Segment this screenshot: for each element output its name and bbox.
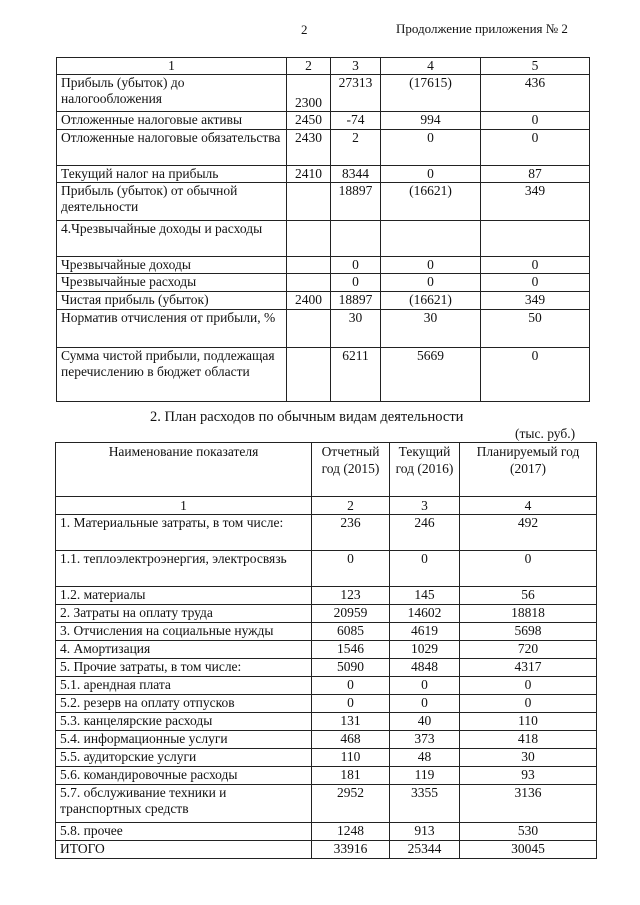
cell-value: 181 [312, 767, 390, 785]
row-name: Текущий налог на прибыль [57, 166, 287, 183]
cell-value: 6211 [331, 348, 381, 402]
row-code [287, 348, 331, 402]
cell-value: 4317 [460, 659, 597, 677]
cell-value: 246 [390, 515, 460, 551]
row-name: 5.4. информационные услуги [56, 731, 312, 749]
cell-value: 0 [331, 257, 381, 274]
row-code [287, 257, 331, 274]
cell-value: 48 [390, 749, 460, 767]
page-number: 2 [301, 22, 308, 37]
cell-value: 492 [460, 515, 597, 551]
row-name: 1. Материальные затраты, в том числе: [56, 515, 312, 551]
cell-value: 25344 [390, 841, 460, 859]
row-name: Прибыль (убыток) от обычной деятельности [57, 183, 287, 221]
cell-value: 349 [481, 183, 590, 221]
row-name: 5. Прочие затраты, в том числе: [56, 659, 312, 677]
cell-value: 0 [312, 695, 390, 713]
section-title: 2. План расходов по обычным видам деятельности [150, 409, 464, 425]
table-header-row [56, 443, 597, 497]
header-planned-year: Планируемый год (2017) [460, 443, 597, 497]
col-number: 1 [56, 497, 312, 515]
row-name: Чрезвычайные доходы [57, 257, 287, 274]
table-row [56, 515, 597, 551]
cell-value: 110 [460, 713, 597, 731]
col-number: 2 [287, 58, 331, 75]
table-row [56, 749, 597, 767]
cell-value: 110 [312, 749, 390, 767]
cell-value: -74 [331, 112, 381, 130]
table-row [56, 587, 597, 605]
cell-value: 18818 [460, 605, 597, 623]
col-number: 3 [390, 497, 460, 515]
row-name: 1.2. материалы [56, 587, 312, 605]
table-row [57, 166, 590, 183]
row-code: 2300 [287, 75, 331, 112]
table-row [57, 130, 590, 166]
expense-plan-table [55, 442, 597, 859]
cell-value: 4619 [390, 623, 460, 641]
row-name: 5.7. обслуживание техники и транспортных средств [56, 785, 312, 823]
row-name: 5.1. арендная плата [56, 677, 312, 695]
row-name: Прибыль (убыток) до налогообложения [57, 75, 287, 112]
table-row [56, 713, 597, 731]
table-row [57, 310, 590, 348]
table-row [57, 75, 590, 112]
cell-value: 5090 [312, 659, 390, 677]
cell-value: 1248 [312, 823, 390, 841]
col-number-row [56, 497, 597, 515]
row-name: 4. Амортизация [56, 641, 312, 659]
cell-value: 93 [460, 767, 597, 785]
table-header-row [57, 58, 590, 75]
cell-value [481, 221, 590, 257]
row-code [287, 274, 331, 292]
cell-value: 0 [381, 274, 481, 292]
cell-value: 56 [460, 587, 597, 605]
cell-value: 2 [331, 130, 381, 166]
row-name: ИТОГО [56, 841, 312, 859]
cell-value: 2952 [312, 785, 390, 823]
cell-value: 3136 [460, 785, 597, 823]
appendix-label: Продолжение приложения № 2 [396, 21, 568, 36]
table-row [57, 221, 590, 257]
table-row [56, 823, 597, 841]
cell-value: (16621) [381, 292, 481, 310]
row-code [287, 310, 331, 348]
row-name: Норматив отчисления от прибыли, % [57, 310, 287, 348]
row-code: 2400 [287, 292, 331, 310]
cell-value: 0 [481, 112, 590, 130]
table-row [56, 659, 597, 677]
cell-value: 33916 [312, 841, 390, 859]
cell-value: 0 [390, 551, 460, 587]
cell-value: 8344 [331, 166, 381, 183]
col-number: 5 [481, 58, 590, 75]
header-current-year: Текущий год (2016) [390, 443, 460, 497]
cell-value: 5698 [460, 623, 597, 641]
cell-value: 418 [460, 731, 597, 749]
cell-value: 0 [390, 677, 460, 695]
row-code: 2450 [287, 112, 331, 130]
row-code [287, 221, 331, 257]
cell-value: 18897 [331, 183, 381, 221]
cell-value: 720 [460, 641, 597, 659]
table-row [56, 551, 597, 587]
col-number: 4 [381, 58, 481, 75]
cell-value: 30 [460, 749, 597, 767]
cell-value: 0 [460, 551, 597, 587]
cell-value: 30 [331, 310, 381, 348]
cell-value: 87 [481, 166, 590, 183]
cell-value: 373 [390, 731, 460, 749]
cell-value: 0 [481, 348, 590, 402]
table-row [56, 785, 597, 823]
cell-value: 123 [312, 587, 390, 605]
cell-value: 6085 [312, 623, 390, 641]
table-row [56, 731, 597, 749]
row-code: 2410 [287, 166, 331, 183]
profit-table [56, 57, 590, 402]
row-name: Чистая прибыль (убыток) [57, 292, 287, 310]
table-row [56, 641, 597, 659]
row-name: 5.8. прочее [56, 823, 312, 841]
cell-value: 0 [381, 257, 481, 274]
cell-value: 236 [312, 515, 390, 551]
cell-value: 994 [381, 112, 481, 130]
row-name: 4.Чрезвычайные доходы и расходы [57, 221, 287, 257]
cell-value: 468 [312, 731, 390, 749]
row-name: 1.1. теплоэлектроэнергия, электросвязь [56, 551, 312, 587]
header-indicator-name: Наименование показателя [56, 443, 312, 497]
cell-value: 349 [481, 292, 590, 310]
cell-value: 18897 [331, 292, 381, 310]
row-name: Отложенные налоговые обязательства [57, 130, 287, 166]
col-number: 3 [331, 58, 381, 75]
cell-value [331, 221, 381, 257]
table-row [56, 767, 597, 785]
cell-value: 131 [312, 713, 390, 731]
row-name: Отложенные налоговые активы [57, 112, 287, 130]
cell-value: 27313 [331, 75, 381, 112]
table-row [57, 257, 590, 274]
cell-value: 30 [381, 310, 481, 348]
cell-value: 119 [390, 767, 460, 785]
row-code [287, 183, 331, 221]
cell-value: 0 [460, 695, 597, 713]
row-name: Чрезвычайные расходы [57, 274, 287, 292]
cell-value: 0 [390, 695, 460, 713]
cell-value: 436 [481, 75, 590, 112]
cell-value: 0 [312, 551, 390, 587]
col-number: 1 [57, 58, 287, 75]
cell-value: 530 [460, 823, 597, 841]
cell-value: (16621) [381, 183, 481, 221]
cell-value: 0 [381, 166, 481, 183]
row-name: 5.2. резерв на оплату отпусков [56, 695, 312, 713]
row-code: 2430 [287, 130, 331, 166]
cell-value: 1546 [312, 641, 390, 659]
cell-value: 20959 [312, 605, 390, 623]
cell-value: 0 [331, 274, 381, 292]
cell-value: 0 [312, 677, 390, 695]
cell-value: 913 [390, 823, 460, 841]
cell-value: 14602 [390, 605, 460, 623]
cell-value: 40 [390, 713, 460, 731]
table-row [56, 841, 597, 859]
cell-value: 30045 [460, 841, 597, 859]
table-row [57, 274, 590, 292]
table-row [57, 112, 590, 130]
row-name: 5.5. аудиторские услуги [56, 749, 312, 767]
row-name: Сумма чистой прибыли, подлежащая перечислению в бюджет области [57, 348, 287, 402]
cell-value: 145 [390, 587, 460, 605]
row-name: 2. Затраты на оплату труда [56, 605, 312, 623]
cell-value: 3355 [390, 785, 460, 823]
row-name: 3. Отчисления на социальные нужды [56, 623, 312, 641]
table-row [56, 695, 597, 713]
table-row [56, 677, 597, 695]
table-row [57, 183, 590, 221]
cell-value: (17615) [381, 75, 481, 112]
cell-value: 4848 [390, 659, 460, 677]
cell-value: 0 [460, 677, 597, 695]
cell-value: 5669 [381, 348, 481, 402]
cell-value: 1029 [390, 641, 460, 659]
header-reporting-year: Отчетный год (2015) [312, 443, 390, 497]
table-row [57, 348, 590, 402]
cell-value: 50 [481, 310, 590, 348]
row-name: 5.3. канцелярские расходы [56, 713, 312, 731]
cell-value: 0 [481, 274, 590, 292]
col-number: 2 [312, 497, 390, 515]
cell-value: 0 [481, 130, 590, 166]
cell-value [381, 221, 481, 257]
table-row [56, 623, 597, 641]
col-number: 4 [460, 497, 597, 515]
unit-label: (тыс. руб.) [515, 426, 576, 441]
table-row [57, 292, 590, 310]
row-name: 5.6. командировочные расходы [56, 767, 312, 785]
cell-value: 0 [381, 130, 481, 166]
table-row [56, 605, 597, 623]
cell-value: 0 [481, 257, 590, 274]
